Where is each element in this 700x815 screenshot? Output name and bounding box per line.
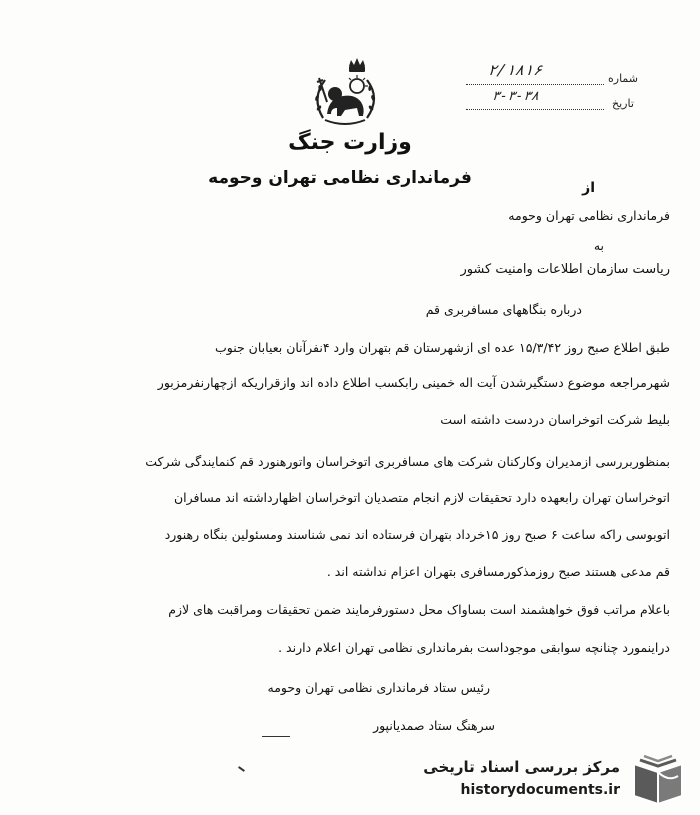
subject-line: درباره بنگاههای مسافربری قم — [425, 302, 582, 317]
date-value: ۳-۳-۳۸ — [490, 89, 541, 104]
sender-line: فرمانداری نظامی تهران وحومه — [508, 208, 670, 223]
office-title: فرمانداری نظامی تهران وحومه — [208, 168, 472, 188]
from-label: از — [582, 180, 595, 196]
body-line-2: شهرمراجعه موضوع دستگیرشدن آیت اله خمینی رابکسب اطلاع داده اند وازقراریکه ازچهارنفرمزبور — [157, 375, 670, 390]
open-book-logo-icon — [628, 752, 688, 808]
signature-name: سرهنگ ستاد صمدیانپور — [373, 718, 495, 733]
signature-title: رئیس ستاد فرمانداری نظامی تهران وحومه — [267, 680, 490, 695]
body-line-4: بمنظوربررسی ازمدیران وکارکنان شرکت های مسافربری اتوخراسان واتورهنورد قم کنمایندگی شرکت — [145, 454, 670, 469]
signature-underline — [262, 736, 290, 737]
watermark-title: مرکز بررسی اسناد تاریخی — [423, 758, 620, 776]
body-line-7: قم مدعی هستند صبح روزمذکورمسافری بتهران اعزام نداشته اند . — [326, 564, 670, 579]
stray-mark — [238, 766, 245, 772]
number-label: شماره — [608, 72, 639, 85]
date-dotted-line — [466, 109, 604, 110]
to-label: به — [593, 238, 604, 253]
body-line-3: بلیط شرکت اتوخراسان دردست داشته است — [440, 412, 670, 427]
body-line-5: اتوخراسان تهران رابعهده دارد تحقیقات لازم انجام متصدیان اتوخراسان اظهارداشته اند مسافران — [173, 490, 670, 505]
watermark-url: historydocuments.ir — [460, 782, 620, 798]
body-line-9: دراینمورد چنانچه سوابقی موجوداست بفرمانداری نظامی تهران اعلام دارند . — [278, 640, 670, 655]
date-label: تاریخ — [612, 97, 634, 110]
watermark — [412, 752, 692, 808]
body-line-6: اتوبوسی راکه ساعت ۶ صبح روز ۱۵خرداد بتهران فرستاده اند نمی شناسند ومسئولین بنگاه رهنورد — [164, 527, 670, 542]
body-line-8: باعلام مراتب فوق خواهشمند است بساواک محل دستورفرمایند ضمن تحقیقات ومراقبت های لازم — [168, 602, 670, 617]
number-dotted-line — [466, 84, 604, 85]
recipient-line: ریاست سازمان اطلاعات وامنیت کشور — [460, 262, 670, 277]
body-line-1: طبق اطلاع صبح روز ۱۵/۳/۴۲ عده ای ازشهرستان قم بتهران وارد ۴نفرآنان بعیابان جنوب — [214, 340, 670, 355]
ministry-title: وزارت جنگ — [288, 130, 412, 155]
number-value: ۲/۱۸۱۶ — [486, 61, 544, 79]
lion-and-sun-emblem-icon — [305, 58, 385, 130]
